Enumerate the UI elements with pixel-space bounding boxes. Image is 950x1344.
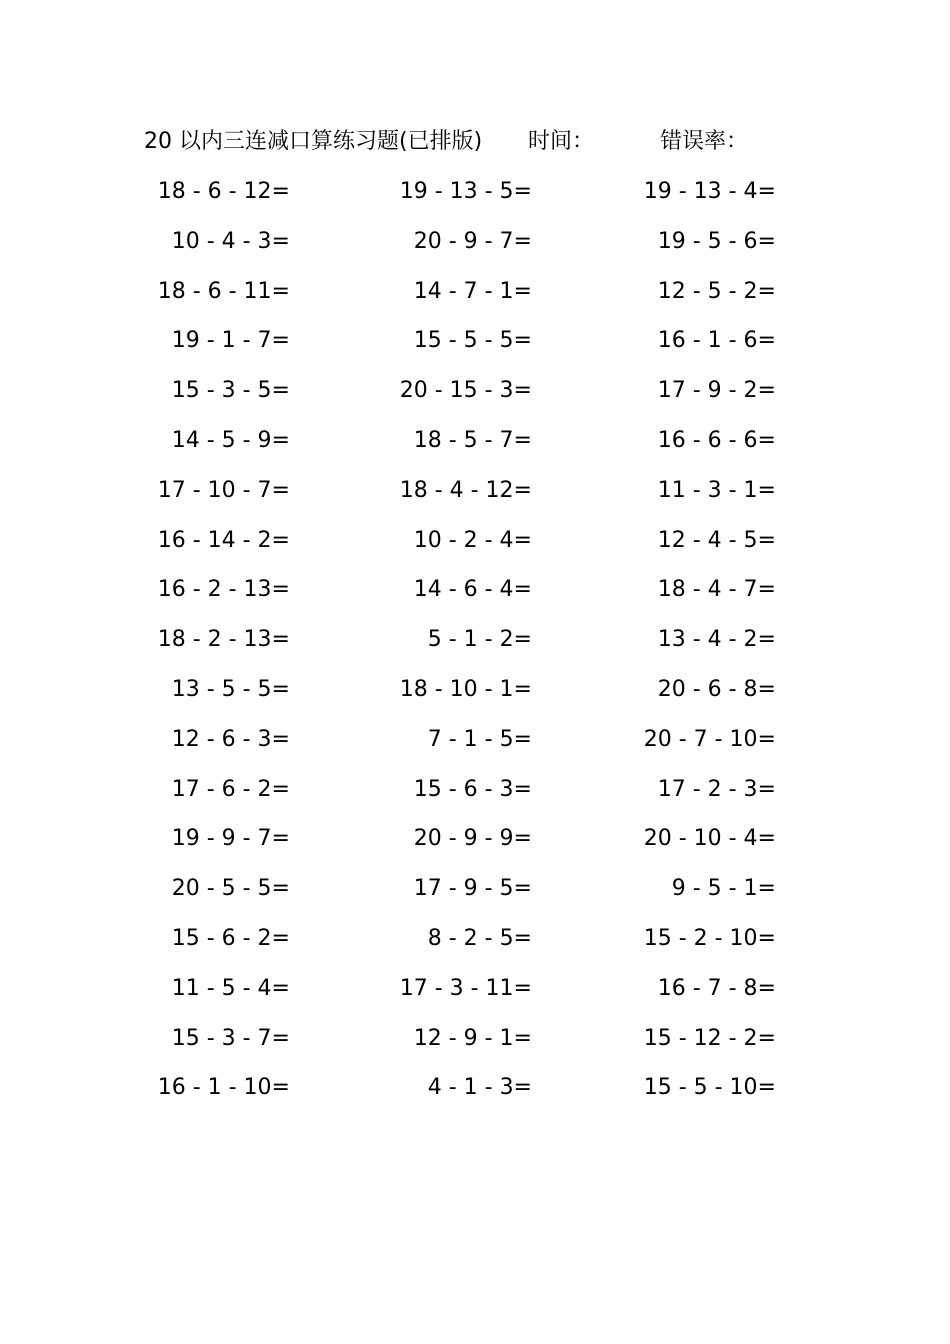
problem-cell: 17 - 2 - 3= [657,776,776,802]
problem-cell: 7 - 1 - 5= [427,726,532,752]
time-label: 时间： [528,129,595,154]
problem-cell: 17 - 10 - 7= [157,477,290,503]
problem-row [0,1021,950,1071]
problem-cell: 17 - 3 - 11= [399,975,532,1001]
problem-row [0,871,950,921]
problem-cell: 14 - 7 - 1= [413,278,532,304]
problem-row [0,523,950,573]
problem-cell: 15 - 5 - 10= [643,1075,776,1101]
problem-cell: 8 - 2 - 5= [427,925,532,951]
problem-cell: 17 - 6 - 2= [171,776,290,802]
problem-cell: 18 - 4 - 12= [399,477,532,503]
problem-cell: 18 - 6 - 12= [157,179,290,204]
problem-row [0,323,950,373]
problem-cell: 16 - 2 - 13= [157,577,290,603]
problem-cell: 17 - 9 - 2= [657,378,776,404]
problem-cell: 11 - 5 - 4= [171,975,290,1001]
problem-cell: 20 - 7 - 10= [643,726,776,752]
problem-cell: 17 - 9 - 5= [413,876,532,902]
problem-cell: 16 - 6 - 6= [657,427,776,453]
problem-row [0,722,950,772]
problem-cell: 18 - 2 - 13= [157,627,290,653]
problem-cell: 19 - 9 - 7= [171,826,290,852]
problem-row [0,423,950,473]
problem-cell: 12 - 6 - 3= [171,726,290,752]
problem-cell: 18 - 6 - 11= [157,278,290,304]
problem-row [0,572,950,622]
problem-cell: 9 - 5 - 1= [671,876,776,902]
problem-cell: 19 - 13 - 5= [399,179,532,204]
problem-cell: 15 - 6 - 3= [413,776,532,802]
problem-grid [0,174,950,1120]
problem-cell: 19 - 1 - 7= [171,328,290,354]
problem-cell: 12 - 9 - 1= [413,1025,532,1051]
problem-cell: 10 - 2 - 4= [413,527,532,553]
problem-cell: 15 - 5 - 5= [413,328,532,354]
problem-cell: 14 - 5 - 9= [171,427,290,453]
worksheet-header [144,124,804,160]
problem-row [0,224,950,274]
problem-cell: 16 - 14 - 2= [157,527,290,553]
problem-cell: 4 - 1 - 3= [427,1075,532,1101]
problem-cell: 12 - 5 - 2= [657,278,776,304]
problem-row [0,821,950,871]
problem-row [0,1070,950,1120]
worksheet-title: 20 以内三连减口算练习题(已排版) [144,129,483,154]
problem-row [0,622,950,672]
problem-cell: 20 - 15 - 3= [399,378,532,404]
problem-row [0,921,950,971]
problem-cell: 14 - 6 - 4= [413,577,532,603]
problem-cell: 20 - 5 - 5= [171,876,290,902]
problem-row [0,971,950,1021]
problem-row [0,174,950,224]
problem-cell: 15 - 12 - 2= [643,1025,776,1051]
problem-row [0,373,950,423]
problem-cell: 16 - 1 - 6= [657,328,776,354]
problem-cell: 12 - 4 - 5= [657,527,776,553]
problem-cell: 15 - 3 - 7= [171,1025,290,1051]
problem-cell: 11 - 3 - 1= [657,477,776,503]
problem-cell: 18 - 5 - 7= [413,427,532,453]
problem-cell: 20 - 6 - 8= [657,676,776,702]
problem-cell: 20 - 10 - 4= [643,826,776,852]
problem-cell: 19 - 13 - 4= [643,179,776,204]
problem-cell: 16 - 7 - 8= [657,975,776,1001]
problem-cell: 18 - 10 - 1= [399,676,532,702]
problem-cell: 19 - 5 - 6= [657,228,776,254]
problem-cell: 16 - 1 - 10= [157,1075,290,1101]
problem-cell: 20 - 9 - 9= [413,826,532,852]
problem-row [0,772,950,822]
problem-cell: 15 - 2 - 10= [643,925,776,951]
problem-cell: 5 - 1 - 2= [427,627,532,653]
problem-row [0,672,950,722]
problem-cell: 20 - 9 - 7= [413,228,532,254]
problem-row [0,274,950,324]
error-rate-label: 错误率： [660,129,749,154]
problem-cell: 13 - 5 - 5= [171,676,290,702]
problem-cell: 13 - 4 - 2= [657,627,776,653]
problem-cell: 15 - 6 - 2= [171,925,290,951]
problem-cell: 15 - 3 - 5= [171,378,290,404]
problem-cell: 10 - 4 - 3= [171,228,290,254]
problem-row [0,473,950,523]
problem-cell: 18 - 4 - 7= [657,577,776,603]
